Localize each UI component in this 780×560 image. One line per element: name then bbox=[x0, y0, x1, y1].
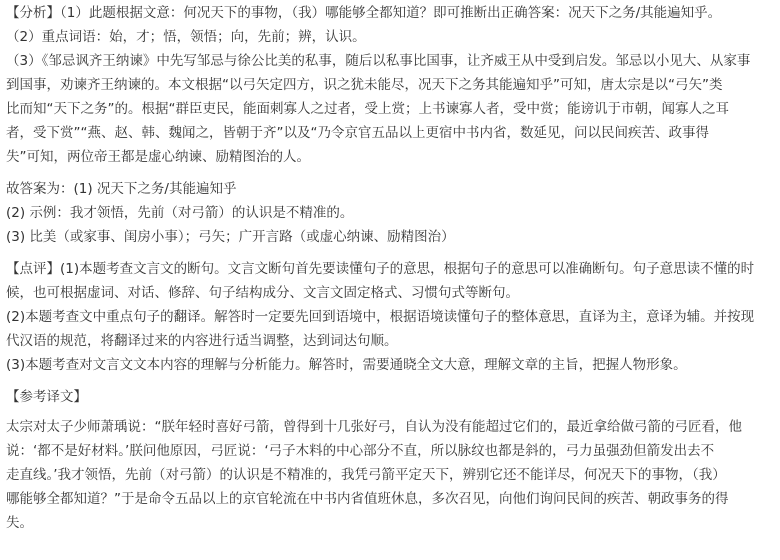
spacer bbox=[6, 169, 772, 177]
analysis-line: 到国事，劝谏齐王纳谏的。本文根据“以弓矢定四方，识之犹未能尽，况天下之务其能遍知乎”可知，唐太宗是以“弓矢”类 bbox=[6, 77, 723, 93]
spacer bbox=[6, 377, 772, 385]
translation-line: 走直线。’我才领悟，先前（对弓箭）的认识是不精准的，我凭弓箭平定天下，辨别它还不能详尽，何况天下的事物，（我） bbox=[6, 467, 726, 483]
translation-section bbox=[6, 385, 772, 535]
translation-line: 哪能够全都知道？”于是命令五品以上的京官轮流在中书内省值班休息，多次召见，向他们询问民间的疾苦、朝政事务的得 bbox=[6, 491, 729, 507]
answer-section bbox=[6, 177, 772, 249]
analysis-line: 者，受下赏”“燕、赵、韩、魏闻之，皆朝于齐”以及“乃令京官五品以上更宿中书内省，数延见，问以民间疾苦、政事得 bbox=[6, 125, 709, 141]
analysis-line: 失”可知，两位帝王都是虚心纳谏、励精图治的人。 bbox=[6, 149, 310, 165]
analysis-line: 【分析】（1）此题根据文意：何况天下的事物，（我）哪能够全都知道？即可推断出正确答案：况天下之务/其能遍知乎。 bbox=[6, 5, 722, 21]
answer-line: 故答案为：(1) 况天下之务/其能遍知乎 bbox=[6, 181, 237, 197]
comment-line: 代汉语的规范，将翻译过来的内容进行适当调整，达到词达句顺。 bbox=[6, 333, 398, 349]
comment-line: (2)本题考查文中重点句子的翻译。解答时一定要先回到语境中，根据语境读懂句子的整体意思，直译为主，意译为辅。并按现 bbox=[6, 309, 755, 325]
analysis-section bbox=[6, 0, 772, 169]
translation-heading: 【参考译文】 bbox=[6, 389, 87, 405]
comment-section bbox=[6, 257, 772, 377]
analysis-line: （3）《邹忌讽齐王纳谏》中先写邹忌与徐公比美的私事，随后以私事比国事，让齐威王从中受到启发。邹忌以小见大、从家事 bbox=[6, 53, 751, 69]
analysis-line: 比而知“天下之务”的。根据“群臣吏民，能面刺寡人之过者，受上赏；上书谏寡人者，受中赏；能谤讥于市朝，闻寡人之耳 bbox=[6, 101, 729, 117]
translation-line: 失。 bbox=[6, 515, 33, 531]
translation-line: 说：‘都不是好材料。’朕问他原因，弓匠说：‘弓子木料的中心部分不直，所以脉纹也都是斜的，弓力虽强劲但箭发出去不 bbox=[6, 443, 715, 459]
translation-line: 太宗对太子少师萧瑀说：“朕年轻时喜好弓箭，曾得到十几张好弓，自认为没有能超过它们的，最近拿给做弓箭的弓匠看，他 bbox=[6, 419, 742, 435]
comment-line: 候，也可根据虚词、对话、修辞、句子结构成分、文言文固定格式、习惯句式等断句。 bbox=[6, 285, 519, 301]
comment-line: (3)本题考查对文言文文本内容的理解与分析能力。解答时，需要通晓全文大意，理解文章的主旨，把握人物形象。 bbox=[6, 357, 687, 373]
answer-line: (3) 比美（或家事、闺房小事）；弓矢；广开言路（或虚心纳谏、励精图治） bbox=[6, 229, 455, 245]
spacer bbox=[6, 249, 772, 257]
comment-line: 【点评】(1)本题考查文言文的断句。文言文断句首先要读懂句子的意思，根据句子的意思可以准确断句。句子意思读不懂的时 bbox=[6, 261, 755, 277]
analysis-line: （2）重点词语：始，才；悟，领悟；向，先前；辨，认识。 bbox=[6, 29, 366, 45]
answer-line: (2) 示例：我才领悟，先前（对弓箭）的认识是不精准的。 bbox=[6, 205, 354, 221]
